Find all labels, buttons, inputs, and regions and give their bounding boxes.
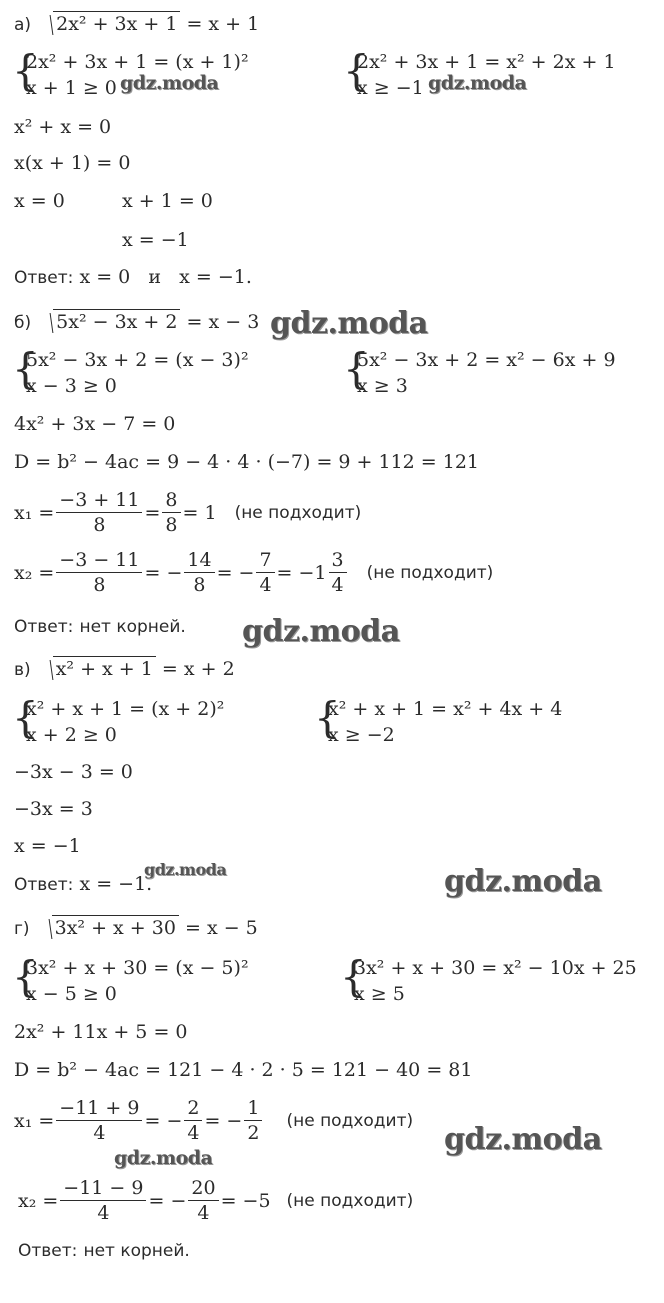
step-line: −3x − 3 = 0 [14,761,133,783]
numerator: −11 + 9 [56,1096,142,1121]
denominator: 4 [93,1122,106,1144]
watermark: gdz.moda [120,72,219,94]
root-lhs: x₂ = [14,561,55,584]
brace-icon: { [12,46,39,95]
root-note: (не подходит) [366,562,494,583]
equals: = [144,501,161,524]
denominator: 8 [93,574,106,596]
system-row: x ≥ 3 [357,375,408,397]
root-lhs: x₁ = [14,501,55,524]
system-row: 5x² − 3x + 2 = x² − 6x + 9 [357,349,616,371]
answer-label: Ответ: [18,1241,78,1261]
system-row: x ≥ −1 [357,77,424,99]
system-row: x + 1 ≥ 0 [26,77,117,99]
answer-line [14,614,186,639]
problem-g-label: г) [14,919,30,939]
brace-icon: { [314,693,341,742]
step-line: D = b² − 4ac = 121 − 4 · 2 · 5 = 121 − 40 = 81 [14,1059,473,1081]
denominator: 4 [97,1202,110,1224]
problem-a-label: а) [14,15,32,35]
step-line: x = 0 [14,190,65,212]
answer-line [14,265,252,290]
problem-b-equation [14,310,259,335]
fraction [329,548,347,597]
fraction [60,1176,146,1225]
problem-b-label: б) [14,313,32,333]
root-x1 [14,1096,413,1145]
brace-icon: { [12,693,39,742]
fraction [184,548,214,597]
brace-icon: { [12,344,39,393]
answer-label: Ответ: [14,268,74,288]
equals: = −1 [276,561,327,584]
fraction [244,1096,262,1145]
system-row: x + 2 ≥ 0 [26,724,117,746]
fraction [256,548,274,597]
fraction [56,548,142,597]
root-lhs: x₁ = [14,1109,55,1132]
equals: = − [144,561,183,584]
sqrt-symbol [41,657,156,681]
system-row: 2x² + 3x + 1 = x² + 2x + 1 [357,51,616,73]
watermark: gdz.moda [444,1122,602,1157]
watermark: gdz.moda [144,860,227,879]
system-row: x ≥ −2 [328,724,395,746]
system-row: 5x² − 3x + 2 = (x − 3)² [26,349,249,371]
root-note: (не подходит) [234,502,362,523]
radicand: 3x² + x + 30 [52,915,179,939]
problem-a-equation [14,12,259,37]
system-row: 2x² + 3x + 1 = (x + 1)² [26,51,249,73]
numerator: 1 [244,1096,262,1121]
rhs: = x + 1 [186,13,260,35]
system-row: x ≥ 5 [354,983,405,1005]
watermark: gdz.moda [444,864,602,899]
root-x1 [14,488,361,537]
equals: = − [148,1189,187,1212]
equals: = − [216,561,255,584]
answer-line [18,1238,190,1263]
denominator: 8 [193,574,206,596]
rhs: = x − 3 [186,311,260,333]
brace-icon: { [12,952,39,1001]
root-note: (не подходит) [286,1190,414,1211]
step-line: x + 1 = 0 [122,190,213,212]
sqrt-symbol [41,310,180,334]
numerator: 8 [162,488,180,513]
numerator: 3 [329,548,347,573]
denominator: 4 [259,574,272,596]
step-line: x² + x = 0 [14,116,112,138]
brace-icon: { [343,344,370,393]
denominator: 4 [331,574,344,596]
denominator: 4 [197,1202,210,1224]
sqrt-symbol [40,916,179,940]
fraction [56,1096,142,1145]
root-x2 [18,1176,413,1225]
sqrt-symbol [41,12,180,36]
rhs: = x + 2 [161,658,235,680]
numerator: 14 [184,548,214,573]
numerator: −3 + 11 [56,488,142,513]
step-line: x = −1 [122,229,189,251]
system-row: x − 5 ≥ 0 [26,983,117,1005]
rhs: = x − 5 [184,917,258,939]
brace-icon: { [343,46,370,95]
root-x2 [14,548,493,597]
denominator: 8 [165,514,178,536]
numerator: −3 − 11 [56,548,142,573]
watermark: gdz.moda [242,614,400,649]
answer-label: Ответ: [14,875,74,895]
radicand: 5x² − 3x + 2 [53,309,180,333]
answer-value: x = −1. [79,873,153,895]
answer-value: нет корней. [79,617,186,637]
watermark: gdz.moda [270,306,428,341]
watermark: gdz.moda [114,1147,213,1169]
fraction [184,1096,202,1145]
root-lhs: x₂ = [18,1189,59,1212]
root-note: (не подходит) [286,1110,414,1131]
problem-g-equation [14,916,258,941]
step-line: 2x² + 11x + 5 = 0 [14,1021,188,1043]
denominator: 2 [247,1122,260,1144]
step-line: x = −1 [14,835,81,857]
watermark: gdz.moda [428,72,527,94]
answer-label: Ответ: [14,617,74,637]
result: = 1 [182,501,217,524]
numerator: −11 − 9 [60,1176,146,1201]
problem-v-label: в) [14,660,31,680]
system-row: 3x² + x + 30 = (x − 5)² [26,957,249,979]
fraction [56,488,142,537]
numerator: 20 [188,1176,218,1201]
system-row: x² + x + 1 = (x + 2)² [26,698,225,720]
problem-v-equation [14,657,235,682]
equals: = − [144,1109,183,1132]
answer-value: x = 0 и x = −1. [79,266,252,288]
step-line: −3x = 3 [14,798,93,820]
step-line: D = b² − 4ac = 9 − 4 · 4 · (−7) = 9 + 112 = 121 [14,451,480,473]
radicand: x² + x + 1 [53,656,156,680]
answer-line [14,872,152,897]
fraction [162,488,180,537]
numerator: 2 [184,1096,202,1121]
fraction [188,1176,218,1225]
answer-value: нет корней. [83,1241,190,1261]
system-row: x² + x + 1 = x² + 4x + 4 [328,698,563,720]
system-row: x − 3 ≥ 0 [26,375,117,397]
radicand: 2x² + 3x + 1 [53,11,180,35]
system-row: 3x² + x + 30 = x² − 10x + 25 [354,957,637,979]
equals: = − [204,1109,243,1132]
step-line: 4x² + 3x − 7 = 0 [14,413,176,435]
numerator: 7 [256,548,274,573]
denominator: 4 [187,1122,200,1144]
step-line: x(x + 1) = 0 [14,152,131,174]
denominator: 8 [93,514,106,536]
result: = −5 [220,1189,271,1212]
brace-icon: { [340,952,367,1001]
